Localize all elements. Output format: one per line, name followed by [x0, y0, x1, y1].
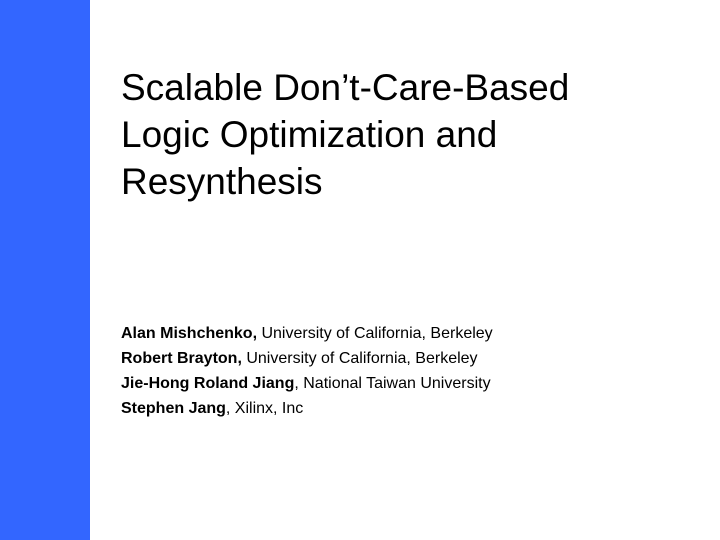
- author-list: [121, 321, 701, 421]
- author-entry: [121, 346, 701, 371]
- title-line: Scalable Don’t-Care-Based: [121, 67, 570, 108]
- author-affiliation: , Xilinx, Inc: [225, 400, 304, 417]
- author-name: Robert Brayton,: [121, 350, 242, 367]
- slide-title: [121, 64, 681, 205]
- author-name: Stephen Jang: [121, 400, 226, 417]
- author-name: Alan Mishchenko,: [121, 325, 258, 342]
- author-affiliation: University of California, Berkeley: [241, 350, 478, 367]
- author-entry: [121, 371, 701, 396]
- side-accent-bar: [0, 0, 90, 540]
- author-entry: [121, 396, 701, 421]
- title-line: Logic Optimization and: [121, 114, 498, 155]
- title-line: Resynthesis: [121, 161, 323, 202]
- author-name: Jie-Hong Roland Jiang: [121, 375, 295, 392]
- author-affiliation: , National Taiwan University: [294, 375, 491, 392]
- author-entry: [121, 321, 701, 346]
- author-affiliation: University of California, Berkeley: [257, 325, 493, 342]
